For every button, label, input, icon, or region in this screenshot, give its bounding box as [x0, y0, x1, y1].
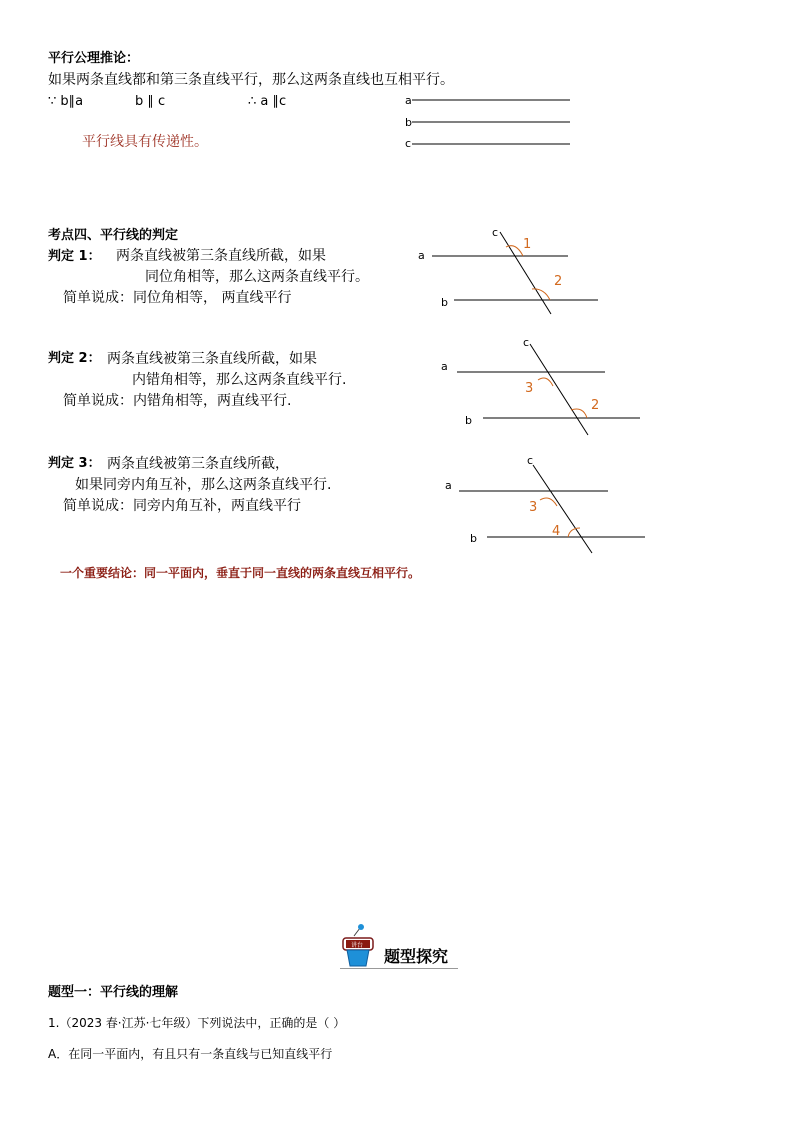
fig3-label-a: a	[445, 479, 452, 492]
line-label-a: a	[405, 94, 412, 107]
fig2-label-c: c	[523, 336, 530, 349]
corollary-statement: 如果两条直线都和第三条直线平行，那么这两条直线也互相平行。	[48, 72, 454, 88]
option-a: A．在同一平面内，有且只有一条直线与已知直线平行	[48, 1047, 333, 1061]
fig1-label-a: a	[418, 249, 425, 262]
figure-corresponding-angles	[412, 222, 612, 320]
fig3-angle1: 3	[529, 500, 538, 515]
important-conclusion: 一个重要结论：同一平面内，垂直于同一直线的两条直线互相平行。	[60, 566, 421, 580]
figure-alternate-angles	[435, 332, 647, 438]
rule1-summary: 简单说成：同位角相等， 两直线平行	[63, 290, 292, 306]
fig1-angle1: 1	[523, 237, 532, 252]
type1-heading: 题型一：平行线的理解	[48, 985, 179, 1000]
fig2-angle1: 3	[525, 381, 534, 396]
rule2-line1: 两条直线被第三条直线所截，如果	[107, 351, 317, 367]
corollary-heading: 平行公理推论：	[48, 51, 140, 66]
fig1-angle2: 2	[554, 274, 563, 289]
parallel-lines-figure	[400, 90, 580, 152]
rule2-line2: 内错角相等，那么这两条直线平行.	[132, 372, 347, 388]
explore-title: 题型探究	[384, 947, 449, 966]
fig1-label-b: b	[441, 296, 448, 309]
rule2-summary: 简单说成：内错角相等，两直线平行.	[63, 393, 292, 409]
fig3-label-b: b	[470, 532, 477, 545]
fig2-label-a: a	[441, 360, 448, 373]
line-label-c: c	[405, 137, 412, 150]
title-underline	[340, 968, 458, 969]
fig3-angle2: 4	[552, 524, 561, 539]
section4-heading: 考点四、平行线的判定	[48, 228, 179, 243]
rule3-summary: 简单说成：同旁内角互补，两直线平行	[63, 498, 301, 514]
rule1-label: 判定 1：	[48, 249, 101, 264]
rule1-line2: 同位角相等，那么这两条直线平行。	[145, 269, 369, 285]
rule2-label: 判定 2：	[48, 351, 101, 366]
rule3-line1: 两条直线被第三条直线所截，	[107, 456, 289, 472]
podium-icon	[338, 922, 386, 970]
line-label-b: b	[405, 116, 412, 129]
transitivity-note: 平行线具有传递性。	[82, 134, 208, 150]
fig2-angle2: 2	[591, 398, 600, 413]
fig3-label-c: c	[527, 454, 534, 467]
figure-co-interior-angles	[440, 450, 650, 556]
rule1-line1: 两条直线被第三条直线所截，如果	[116, 248, 326, 264]
fig1-label-c: c	[492, 226, 499, 239]
rule3-label: 判定 3：	[48, 456, 101, 471]
podium-label: 讲台	[351, 942, 364, 949]
question-1: 1.（2023 春·江苏·七年级）下列说法中，正确的是（ ）	[48, 1016, 346, 1030]
and-text: b ∥ c	[135, 94, 166, 109]
fig2-label-b: b	[465, 414, 472, 427]
rule3-line2: 如果同旁内角互补，那么这两条直线平行.	[75, 477, 332, 493]
because-text: ∵ b∥a	[48, 94, 84, 109]
therefore-text: ∴ a ∥c	[248, 94, 287, 109]
